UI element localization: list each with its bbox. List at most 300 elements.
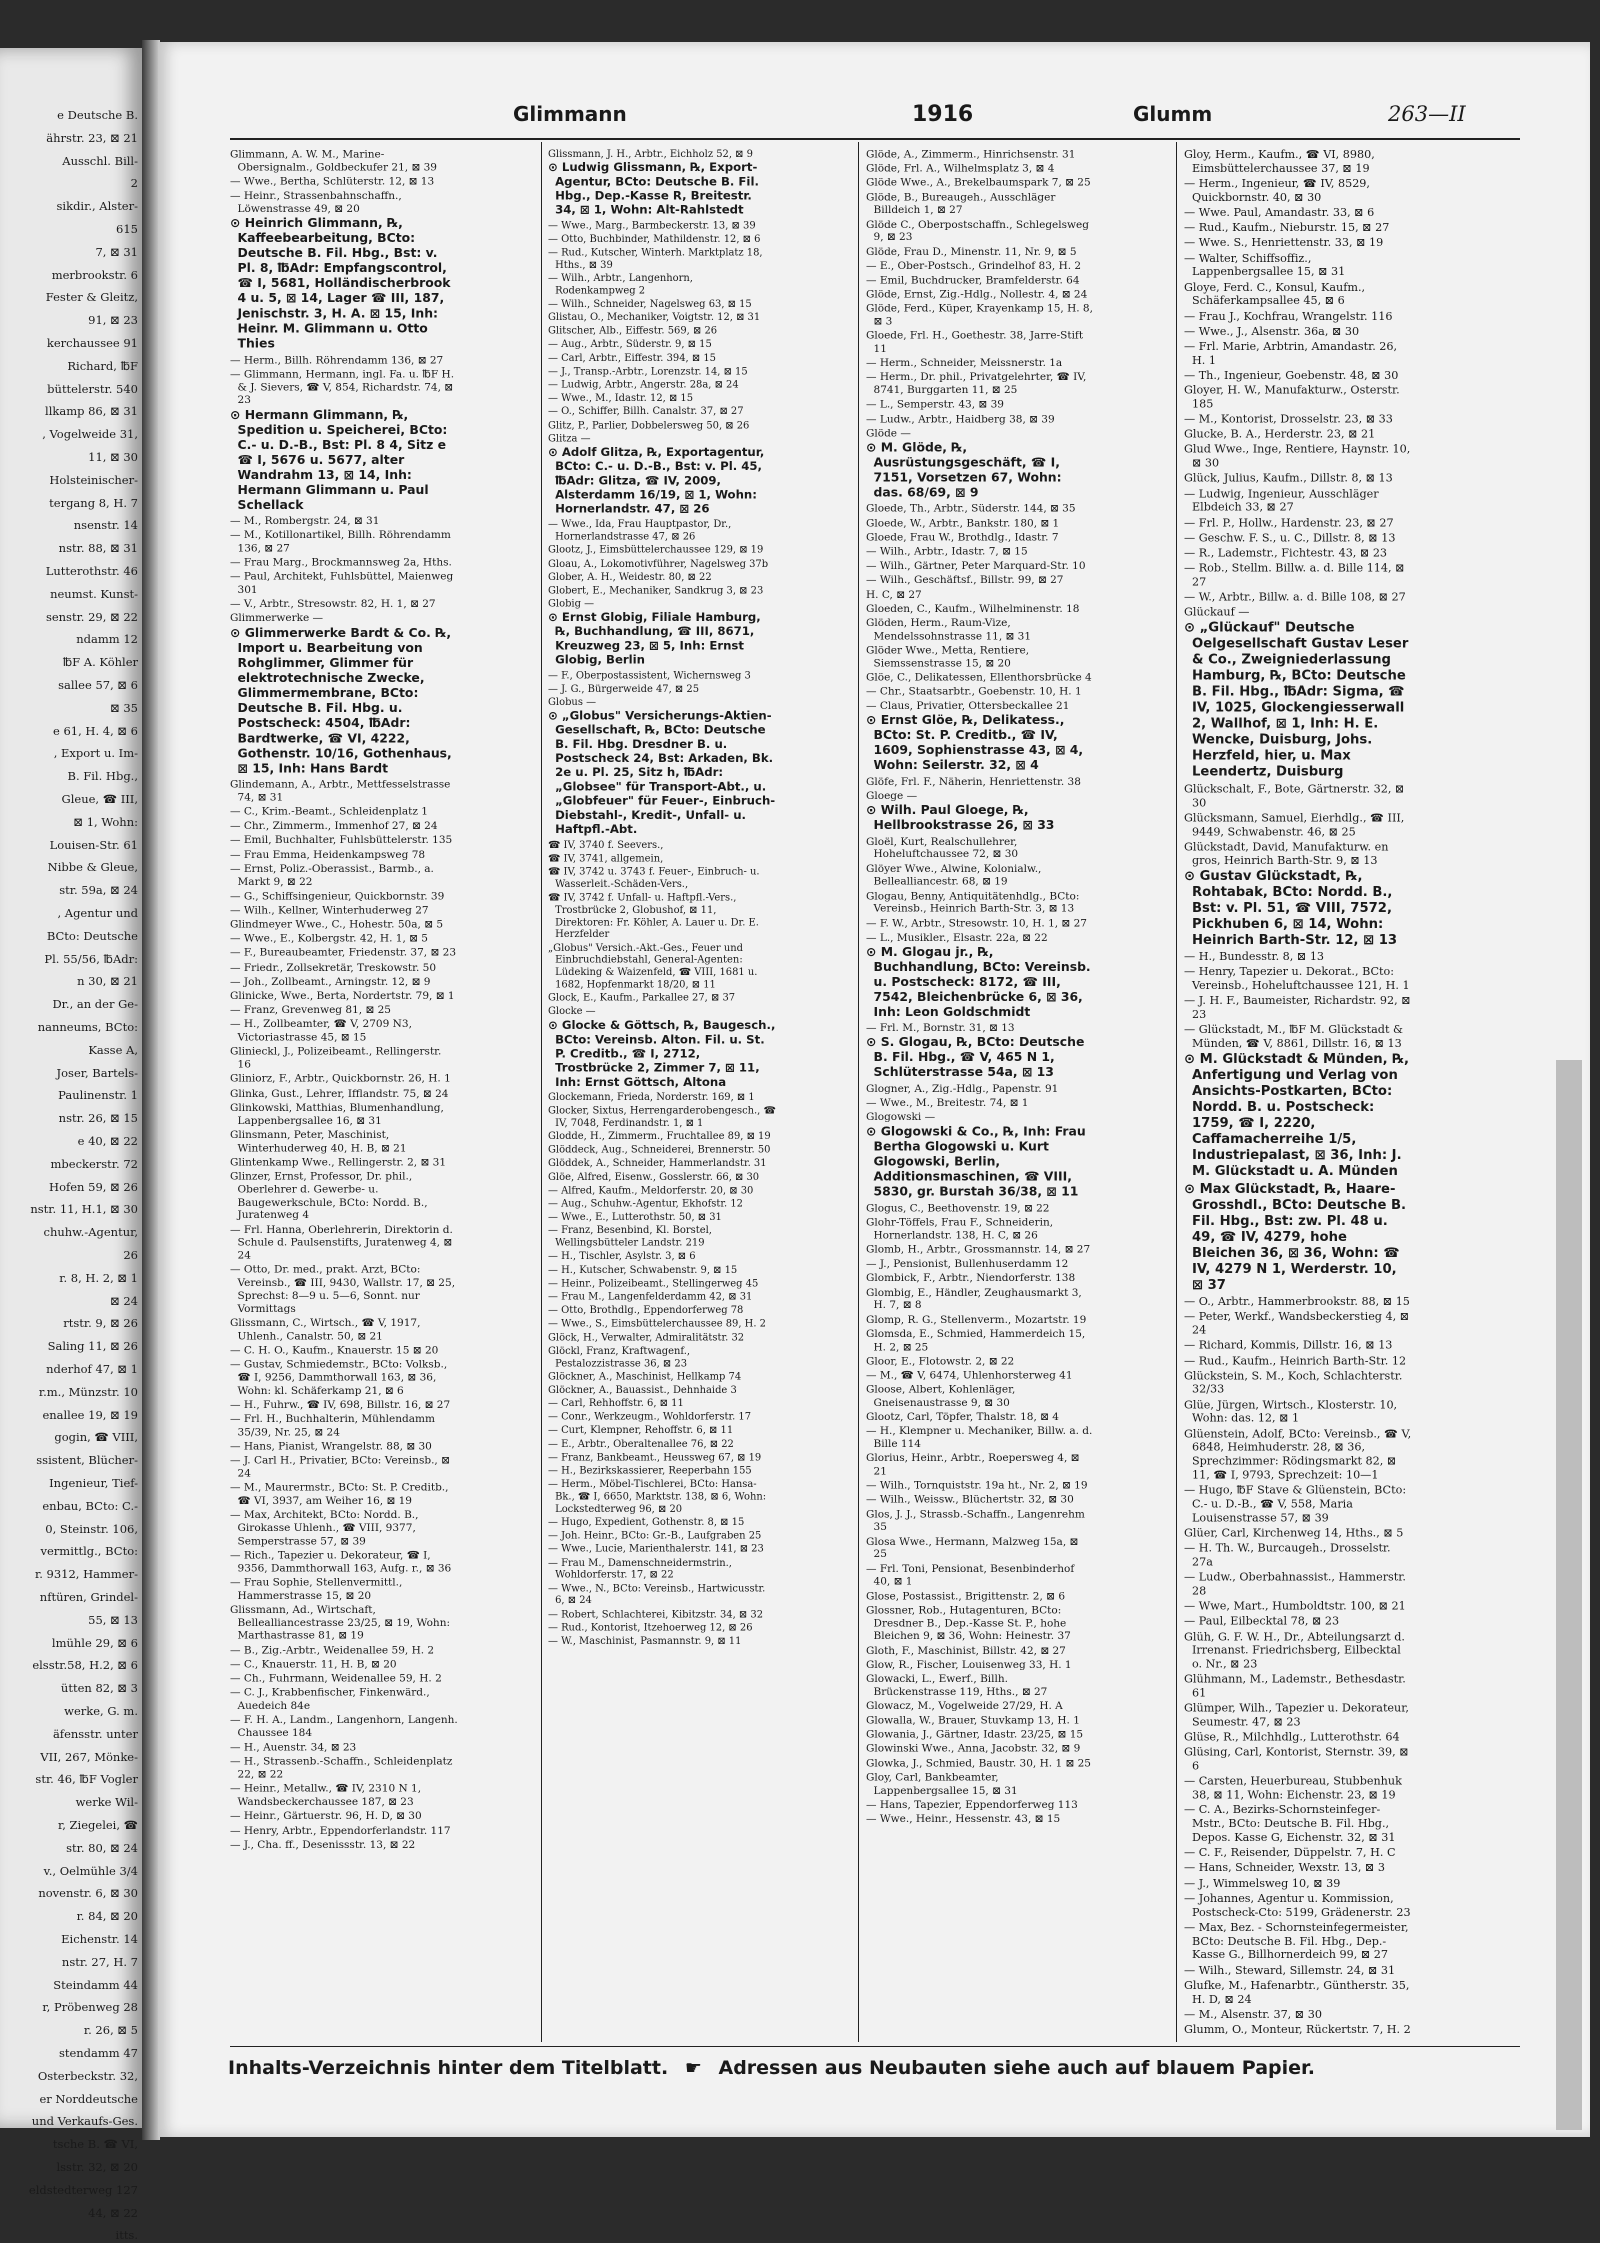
- directory-entry: — Wwe., N., BCto: Vereinsb., Hartwicusstr. 6, ⊠ 24: [548, 1582, 766, 1607]
- directory-entry: — M., Kontorist, Drosselstr. 23, ⊠ 33: [1184, 412, 1393, 426]
- directory-entry: — Otto, Brothdlg., Eppendorferweg 78: [548, 1304, 744, 1316]
- directory-entry: — Ludwig, Arbtr., Angerstr. 28a, ⊠ 24: [548, 378, 739, 391]
- directory-entry: Glose, Postassist., Brigittenstr. 2, ⊠ 6: [866, 1589, 1066, 1602]
- directory-entry: — H., Fuhrw., ☎ IV, 698, Billstr. 16, ⊠ 27: [230, 1398, 451, 1411]
- directory-entry: — M., ☎ V, 6474, Uhlenhorsterweg 41: [866, 1369, 1073, 1382]
- directory-entry: — Claus, Privatier, Ottersbeckallee 21: [866, 699, 1070, 712]
- directory-entry: Glissmann, C., Wirtsch., ☎ V, 1917, Uhlenh., Canalstr. 50, ⊠ 21: [230, 1316, 421, 1342]
- left-page-text-fragment: sikdir., Alster-: [56, 199, 138, 214]
- directory-entry: Globig —: [548, 597, 595, 610]
- left-page-text-fragment: 11, ⊠ 30: [88, 450, 138, 464]
- directory-entry: Glöe, C., Delikatessen, Ellenthorsbrücke 4: [866, 671, 1092, 684]
- directory-entry: — Heinr., Polizeibeamt., Stellingerweg 45: [548, 1277, 759, 1289]
- directory-entry: Glöckner, A., Bauassist., Dehnhaide 3: [548, 1383, 737, 1396]
- directory-entry: — Johannes, Agentur u. Kommission, Postscheck-Cto: 5199, Grädenerstr. 23: [1184, 1891, 1411, 1919]
- directory-entry: H. C, ⊠ 27: [866, 588, 922, 601]
- left-page-text-fragment: elsstr.58, H.2, ⊠ 6: [32, 1658, 138, 1673]
- directory-entry: — H., Klempner u. Mechaniker, Billw. a. d. Bille 114: [866, 1424, 1093, 1451]
- directory-entry: — Wwe., Heinr., Hessenstr. 43, ⊠ 15: [866, 1812, 1061, 1825]
- directory-entry: Gloege —: [866, 789, 918, 802]
- directory-entry: — H., Tischler, Asylstr. 3, ⊠ 6: [548, 1250, 696, 1262]
- left-page-text-fragment: ⊠ 1, Wohn:: [73, 814, 138, 829]
- directory-entry: — Wilh., Gärtner, Peter Marquard-Str. 10: [866, 559, 1086, 572]
- directory-entry: — Herm., Schneider, Meissnerstr. 1a: [866, 356, 1063, 369]
- directory-entry: — Frau M., Langenfelderdamm 42, ⊠ 31: [548, 1290, 753, 1303]
- left-page-text-fragment: sallee 57, ⊠ 6: [58, 678, 138, 692]
- directory-entry: — Wilh., Schneider, Nagelsweg 63, ⊠ 15: [548, 297, 752, 310]
- left-page-text-fragment: er Norddeutsche: [39, 2091, 138, 2106]
- directory-entry: Glückschalt, F., Bote, Gärtnerstr. 32, ⊠ 30: [1184, 782, 1405, 809]
- left-page-text-fragment: 91, ⊠ 23: [88, 313, 138, 328]
- directory-entry: Gloth, F., Maschinist, Billstr. 42, ⊠ 27: [866, 1643, 1066, 1657]
- directory-entry: Glinicke, Wwe., Berta, Nordertstr. 79, ⊠ 1: [230, 989, 455, 1002]
- directory-entry: — Ludw., Oberbahnassist., Hammerstr. 28: [1184, 1570, 1406, 1598]
- directory-entry: Glöde C., Oberpostschaffn., Schlegelsweg 9, ⊠ 23: [866, 218, 1089, 244]
- footer-rule: [230, 2046, 1520, 2047]
- left-page-text-fragment: nstr. 11, H.1, ⊠ 30: [30, 1202, 138, 1217]
- directory-entry: — Max, Architekt, BCto: Nordd. B., Girokasse Uhlenh., ☎ VIII, 9377, Semperstrasse 57, ⊠ 39: [230, 1508, 419, 1547]
- directory-entry: Glissmann, Ad., Wirtschaft, Bellealliancestrasse 23/25, ⊠ 19, Wohn: Marthastrasse 81, ⊠ 19: [230, 1603, 451, 1642]
- directory-entry: Glogau, Benny, Antiquitätenhdlg., BCto: Vereinsb., Heinrich Barth-Str. 3, ⊠ 13: [866, 889, 1080, 915]
- directory-entry: — Herm., Möbel-Tischlerei, BCto: Hansa-Bk., ☎ I, 6650, Marktstr. 138, ⊠ 6, Wohn: Lockstedterweg 96, ⊠ 20: [548, 1478, 767, 1515]
- left-page-text-fragment: rtstr. 9, ⊠ 26: [63, 1316, 138, 1331]
- directory-entry: — Wwe. Paul, Amandastr. 33, ⊠ 6: [1184, 205, 1375, 219]
- directory-entry: Glücksmann, Samuel, Eierhdlg., ☎ III, 9449, Schwabenstr. 46, ⊠ 25: [1184, 811, 1405, 838]
- directory-entry: Gliniorz, F., Arbtr., Quickbornstr. 26, H. 1: [230, 1072, 451, 1085]
- directory-entry: — Herm., Ingenieur, ☎ IV, 8529, Quickbornstr. 40, ⊠ 30: [1184, 176, 1370, 204]
- directory-entry: — Ch., Fuhrmann, Weidenallee 59, H. 2: [230, 1672, 442, 1685]
- left-page-text-fragment: Holsteinischer-: [49, 472, 138, 487]
- directory-entry: — Glimmann, Hermann, ingl. Fa. u. ℔F H. & J. Sievers, ☎ V, 854, Richardstr. 74, ⊠ 23: [230, 367, 455, 406]
- directory-entry: — O., Arbtr., Hammerbrookstr. 88, ⊠ 15: [1184, 1294, 1410, 1308]
- directory-entry: Glöder Wwe., Metta, Rentiere, Siemssenstrasse 15, ⊠ 20: [866, 643, 1030, 670]
- directory-entry: — Chr., Zimmerm., Immenhof 27, ⊠ 24: [230, 819, 438, 832]
- directory-entry: — J., Cha. ff., Desenissstr. 13, ⊠ 22: [230, 1838, 416, 1851]
- directory-entry: — Wilh., Kellner, Winterhuderweg 27: [230, 903, 429, 917]
- directory-entry: — Frl. M., Bornstr. 31, ⊠ 13: [866, 1021, 1015, 1035]
- directory-entry: Glucke, B. A., Herderstr. 23, ⊠ 21: [1184, 427, 1376, 441]
- page-footer: [228, 2057, 1315, 2079]
- left-page-text-fragment: 615: [116, 222, 138, 236]
- directory-entry: — Wwe. S., Henriettenstr. 33, ⊠ 19: [1184, 236, 1384, 250]
- firm-entry: ⊙ M. Glöde, ℞, Ausrüstungsgeschäft, ☎ I, 7151, Vorsetzen 67, Wohn: das. 68/69, ⊠ 9: [866, 441, 1062, 501]
- left-page-text-fragment: mbeckerstr. 72: [50, 1156, 138, 1171]
- left-page-text-fragment: und Verkaufs-Ges.: [31, 2114, 138, 2129]
- directory-entry: — Frau J., Kochfrau, Wrangelstr. 116: [1184, 309, 1393, 323]
- directory-entry: — Alfred, Kaufm., Meldorferstr. 20, ⊠ 30: [548, 1184, 754, 1196]
- directory-entry: Gloau, A., Lokomotivführer, Nagelsweg 37b: [548, 557, 769, 570]
- directory-entry: — Frl. Toni, Pensionat, Besenbinderhof 40, ⊠ 1: [866, 1562, 1075, 1588]
- directory-entry: — Wwe., E., Lutterothstr. 50, ⊠ 31: [548, 1211, 722, 1223]
- directory-entry: Glüsing, Carl, Kontorist, Sternstr. 39, ⊠ 6: [1184, 1745, 1409, 1773]
- directory-entry: Gloël, Kurt, Realschullehrer, Hoheluftchaussee 72, ⊠ 30: [866, 835, 1019, 861]
- firm-entry: ⊙ „Globus" Versicherungs-Aktien-Gesellschaft, ℞, BCto: Deutsche B. Fil. Hbg. Dresdner B. u. Postscheck 24, Bst: Arkaden, Bk. 2e u. Pl. 25, Sitz h, ℔Adr: „Globsee" für Transport-Abt., u. „Globfeuer" für Feuer-, Einbruch-Diebstahl-, Kredit-, Unfall- u. Haftpfl.-Abt.: [548, 709, 776, 837]
- directory-page: [158, 42, 1590, 2137]
- directory-entry: — G., Schiffsingenieur, Quickbornstr. 39: [230, 889, 445, 902]
- directory-entry: — W., Arbtr., Billw. a. d. Bille 108, ⊠ 27: [1184, 590, 1406, 604]
- left-page-text-fragment: Pl. 55/56, ℔Adr:: [44, 951, 138, 966]
- header-year: 1916: [912, 102, 974, 127]
- left-page-text-fragment: Paulinenstr. 1: [58, 1088, 138, 1103]
- directory-entry: — F. H. A., Landm., Langenhorn, Langenh. Chaussee 184: [230, 1713, 458, 1739]
- directory-entry: — F., Bureaubeamter, Friedenstr. 37, ⊠ 23: [230, 946, 457, 959]
- directory-entry: — Frau Marg., Brockmannsweg 2a, Hths.: [230, 556, 452, 569]
- directory-entry: — Glückstadt, M., ℔F M. Glückstadt & Münden, ☎ V, 8861, Dillstr. 16, ⊠ 13: [1184, 1023, 1403, 1051]
- directory-entry: Glöden, Herm., Raum-Vize, Mendelssohnstrasse 11, ⊠ 31: [866, 616, 1032, 642]
- left-page-text-fragment: ⊠ 24: [110, 1293, 138, 1308]
- directory-entry: — H., Strassenb.-Schaffn., Schleidenplatz 22, ⊠ 22: [230, 1755, 453, 1781]
- directory-entry: Glöe, Alfred, Eisenw., Gosslerstr. 66, ⊠ 30: [548, 1170, 760, 1183]
- left-page-text-fragment: n 30, ⊠ 21: [77, 974, 138, 989]
- directory-entry: — Emil, Buchdrucker, Bramfelderstr. 64: [866, 273, 1080, 286]
- left-page-fragment: [0, 48, 142, 2243]
- directory-entry: — Wilh., Arbtr., Langenhorn, Rodenkampweg 2: [548, 272, 693, 296]
- left-page-text-fragment: Joser, Bartels-: [56, 1065, 138, 1080]
- directory-entry: — Rud., Kutscher, Winterh. Marktplatz 18, Hths., ⊠ 39: [548, 246, 763, 271]
- directory-entry: Glocke —: [548, 1005, 596, 1017]
- directory-entry: Glogner, A., Zig.-Hdlg., Papenstr. 91: [866, 1082, 1059, 1095]
- directory-entry: — Wwe., J., Alsenstr. 36a, ⊠ 30: [1184, 324, 1360, 338]
- directory-entry: — Frau Sophie, Stellenvermittl., Hammerstrasse 15, ⊠ 20: [230, 1576, 403, 1602]
- directory-entry: — Wwe., M., Idastr. 12, ⊠ 15: [548, 392, 694, 404]
- directory-entry: — C. F., Reisender, Düppelstr. 7, H. C: [1184, 1846, 1396, 1860]
- directory-entry: Globert, E., Mechaniker, Sandkrug 3, ⊠ 23: [548, 584, 764, 597]
- directory-entry: Glitz, P., Parlier, Dobbelersweg 50, ⊠ 26: [548, 419, 750, 431]
- directory-entry: — H., Zollbeamter, ☎ V, 2709 N3, Victoriastrasse 45, ⊠ 15: [230, 1018, 412, 1044]
- directory-entry: Glöde, Ernst, Zig.-Hdlg., Nollestr. 4, ⊠ 24: [866, 288, 1088, 301]
- left-page-text-fragment: Dr., an der Ge-: [52, 997, 138, 1012]
- directory-entry: Glüh, G. F. W. H., Dr., Abteilungsarzt d. Irrenanst. Friedrichsberg, Eilbecktal o. Nr., ⊠ 23: [1184, 1629, 1405, 1671]
- directory-entry: — Curt, Klempner, Rehoffstr. 6, ⊠ 11: [548, 1424, 734, 1436]
- left-page-text-fragment: Eichenstr. 14: [61, 1932, 138, 1946]
- left-page-text-fragment: tergang 8, H. 7: [49, 495, 138, 510]
- firm-entry: ⊙ Max Glückstadt, ℞, Haare-Grosshdl., BCto: Deutsche B. Fil. Hbg., Bst: zw. Pl. 48 u. 49, ☎ IV, 4279, hohe Bleichen 36, ⊠ 36, Wohn: ☎ IV, 4279 N 1, Werderstr. 10, ⊠ 37: [1184, 1181, 1407, 1293]
- directory-entry: Glückauf —: [1184, 605, 1250, 619]
- left-page-text-fragment: ⊠ 35: [110, 700, 138, 715]
- page-header: [158, 102, 1590, 132]
- directory-entry: — J., Wimmelsweg 10, ⊠ 39: [1184, 1876, 1341, 1890]
- left-page-text-fragment: enallee 19, ⊠ 19: [42, 1407, 138, 1422]
- directory-entry: Glos, J. J., Strassb.-Schaffn., Langenrehm 35: [866, 1507, 1085, 1533]
- firm-entry: ⊙ Ernst Globig, Filiale Hamburg, ℞, Buchhandlung, ☎ III, 8671, Kreuzweg 23, ⊠ 5, Inh: Ernst Globig, Berlin: [548, 611, 761, 668]
- directory-entry: — Walter, Schiffsoffiz., Lappenbergsallee 15, ⊠ 31: [1184, 251, 1346, 279]
- column-divider: [1176, 142, 1177, 2042]
- directory-entry: Glöde Wwe., A., Brekelbaumspark 7, ⊠ 25: [866, 176, 1091, 189]
- left-page-text-fragment: werke Wil-: [75, 1795, 138, 1810]
- firm-entry: ⊙ S. Glogau, ℞, BCto: Deutsche B. Fil. Hbg., ☎ V, 465 N 1, Schlüterstrasse 54a, ⊠ 13: [866, 1036, 1085, 1081]
- directory-entry: — J. Carl H., Privatier, BCto: Vereinsb., ⊠ 24: [230, 1454, 450, 1480]
- directory-entry: — Hans, Pianist, Wrangelstr. 88, ⊠ 30: [230, 1439, 432, 1453]
- directory-entry: — H., Kutscher, Schwabenstr. 9, ⊠ 15: [548, 1263, 738, 1276]
- directory-entry: — Rud., Kontorist, Itzehoerweg 12, ⊠ 26: [548, 1621, 753, 1634]
- left-page-text-fragment: r. 8, H. 2, ⊠ 1: [59, 1270, 138, 1285]
- left-page-text-fragment: lsstr. 32, ⊠ 20: [56, 2160, 138, 2174]
- directory-entry: Glomp, R. G., Stellenverm., Mozartstr. 19: [866, 1313, 1087, 1326]
- directory-entry: — M., Kotillonartikel, Billh. Röhrendamm 136, ⊠ 27: [230, 528, 451, 555]
- directory-entry: — V., Arbtr., Stresowstr. 82, H. 1, ⊠ 27: [230, 597, 436, 610]
- directory-entry: — M., Maurermstr., BCto: St. P. Creditb., ☎ VI, 3937, am Weiher 16, ⊠ 19: [230, 1481, 449, 1507]
- directory-entry: — Conr., Werkzeugm., Wohldorferstr. 17: [548, 1410, 752, 1423]
- directory-entry: Glohr-Töffels, Frau F., Schneiderin, Hornerlandstr. 138, H. C, ⊠ 26: [866, 1216, 1054, 1242]
- directory-entry: Glistau, O., Mechaniker, Voigtstr. 12, ⊠ 31: [548, 311, 761, 323]
- left-page-text-fragment: r. 84, ⊠ 20: [76, 1909, 138, 1924]
- directory-entry: — Wwe, Mart., Humboldtstr. 100, ⊠ 21: [1184, 1599, 1406, 1613]
- left-page-text-fragment: B. Fil. Hbg.,: [67, 769, 138, 784]
- directory-entry: Glorius, Heinr., Arbtr., Roepersweg 4, ⊠ 21: [866, 1452, 1080, 1478]
- left-page-text-fragment: Osterbeckstr. 32,: [37, 2068, 138, 2083]
- left-page-text-fragment: nsenstr. 14: [73, 518, 138, 533]
- left-page-text-fragment: Hofen 59, ⊠ 26: [49, 1179, 138, 1194]
- directory-entry: — Ludw., Arbtr., Haidberg 38, ⊠ 39: [866, 412, 1055, 425]
- directory-entry: Glintenkamp Wwe., Rellingerstr. 2, ⊠ 31: [230, 1155, 447, 1168]
- left-page-text-fragment: 26: [123, 1248, 138, 1262]
- directory-column-1: [230, 148, 458, 1853]
- directory-entry: Glitscher, Alb., Eiffestr. 569, ⊠ 26: [548, 324, 718, 337]
- directory-entry: Glowacz, M., Vogelweide 27/29, H. A: [866, 1699, 1063, 1712]
- directory-entry: — Ludwig, Ingenieur, Ausschläger Elbdeich 33, ⊠ 27: [1184, 487, 1379, 514]
- directory-entry: Glindemann, A., Arbtr., Mettfesselstrasse 74, ⊠ 31: [230, 778, 451, 804]
- directory-entry: — E., Ober-Postsch., Grindelhof 83, H. 2: [866, 259, 1082, 272]
- left-page-text-fragment: r, Pröbenweg 28: [42, 2000, 138, 2015]
- directory-entry: — Wwe., Lucie, Marienthalerstr. 141, ⊠ 23: [548, 1543, 764, 1555]
- footer-index-note: Inhalts-Verzeichnis hinter dem Titelblatt.: [228, 2057, 669, 2079]
- directory-entry: Glinzer, Ernst, Professor, Dr. phil., Oberlehrer d. Gewerbe- u. Baugewerkschule, BCto: Nordd. B., Juratenweg 4: [230, 1170, 428, 1222]
- left-page-text-fragment: merbrookstr. 6: [51, 267, 138, 282]
- directory-entry: — J., Transp.-Arbtr., Lorenzstr. 14, ⊠ 15: [548, 365, 748, 377]
- directory-entry: — Franz, Besenbind, Kl. Borstel, Wellingsbütteler Landstr. 219: [548, 1224, 712, 1249]
- left-page-text-fragment: , Export u. Im-: [53, 746, 138, 761]
- directory-entry: Glossner, Rob., Hutagenturen, BCto: Dresdner B., Dep.-Kasse St. P., hohe Bleichen 9, ⊠ 36, Wohn: Heinestr. 37: [866, 1603, 1071, 1642]
- directory-entry: Glöde —: [866, 426, 911, 440]
- left-page-text-fragment: str. 59a, ⊠ 24: [59, 883, 138, 898]
- left-page-text-fragment: Kasse A,: [88, 1042, 138, 1057]
- directory-entry: — H., Auenstr. 34, ⊠ 23: [230, 1741, 357, 1754]
- directory-entry: — B., Zig.-Arbtr., Weidenallee 59, H. 2: [230, 1643, 435, 1656]
- directory-entry: — Frau M., Damenschneidermstrin., Wohldorferstr. 17, ⊠ 22: [548, 1556, 732, 1581]
- directory-entry: Glöde, B., Bureaugeh., Ausschläger Billdeich 1, ⊠ 27: [866, 190, 1056, 216]
- directory-entry: Glüe, Jürgen, Wirtsch., Klosterstr. 10, Wohn: das. 12, ⊠ 1: [1184, 1398, 1398, 1426]
- directory-entry: Glowinski Wwe., Anna, Jacobstr. 32, ⊠ 9: [866, 1742, 1081, 1755]
- left-page-text-fragment: v., Oelmühle 3/4: [43, 1863, 138, 1878]
- directory-entry: — F., Oberpostassistent, Wichernsweg 3: [548, 669, 751, 682]
- directory-entry: — Gustav, Schmiedemstr., BCto: Volksb., ☎ I, 9256, Dammthorwall 163, ⊠ 36, Wohn: kl. Schäferkamp 21, ⊠ 6: [230, 1358, 448, 1397]
- directory-entry: — C., Krim.-Beamt., Schleidenplatz 1: [230, 805, 428, 818]
- directory-entry: — C. A., Bezirks-Schornsteinfeger-Mstr., BCto: Deutsche B. Fil. Hbg., Depos. Kasse G, Eichenstr. 32, ⊠ 31: [1184, 1803, 1396, 1845]
- left-page-text-fragment: gogin, ☎ VIII,: [54, 1430, 138, 1445]
- column-divider: [541, 142, 542, 2042]
- directory-entry: — Otto, Dr. med., prakt. Arzt, BCto: Vereinsb., ☎ III, 9430, Wallstr. 17, ⊠ 25, Sprechst: 8—9 u. 5—6, Sonnt. nur Vormittags: [230, 1263, 456, 1315]
- directory-entry: — Rud., Kaufm., Heinrich Barth-Str. 12: [1184, 1354, 1407, 1368]
- directory-entry: — Emil, Buchhalter, Fuhlsbüttelerstr. 135: [230, 833, 453, 847]
- left-page-text-fragment: äfensstr. unter: [52, 1726, 138, 1741]
- directory-entry: — Heinr., Gärtuerstr. 96, H. D, ⊠ 30: [230, 1809, 422, 1823]
- directory-entry: — Hans, Schneider, Wexstr. 13, ⊠ 3: [1184, 1861, 1385, 1875]
- directory-entry: Glöddek, A., Schneider, Hammerlandstr. 31: [548, 1157, 767, 1169]
- directory-entry: — Ernst, Poliz.-Oberassist., Barmb., a. Markt 9, ⊠ 22: [230, 862, 434, 888]
- directory-entry: ☎ IV, 3742 u. 3743 f. Feuer-, Einbruch- u. Wasserleit.-Schäden-Vers.,: [548, 865, 760, 890]
- directory-entry: ☎ IV, 3742 f. Unfall- u. Haftpfl.-Vers., Trostbrücke 2, Globushof, ⊠ 11, Direktoren: Fr. Köhler, A. Lauer u. Dr. E. Herzfelder: [548, 891, 759, 940]
- left-page-text-fragment: Lutterothstr. 46: [45, 564, 138, 578]
- left-page-text-fragment: ütten 82, ⊠ 3: [60, 1681, 138, 1696]
- left-page-text-fragment: Saling 11, ⊠ 26: [47, 1339, 138, 1354]
- directory-entry: — Joh., Zollbeamt., Arningstr. 12, ⊠ 9: [230, 975, 431, 988]
- directory-entry: Glowka, J., Schmied, Baustr. 30, H. 1 ⊠ 25: [866, 1756, 1091, 1769]
- firm-entry: ⊙ Ludwig Glissmann, ℞, Export-Agentur, BCto: Deutsche B. Fil. Hbg., Dep.-Kasse R, Breitestr. 34, ⊠ 1, Wohn: Alt-Rahlstedt: [548, 161, 759, 218]
- directory-entry: — Wwe., S., Eimsbüttelerchaussee 89, H. 2: [548, 1317, 766, 1330]
- directory-entry: — E., Arbtr., Oberaltenallee 76, ⊠ 22: [548, 1437, 734, 1450]
- column-divider: [858, 142, 859, 2042]
- directory-entry: Gloeden, C., Kaufm., Wilhelminenstr. 18: [866, 602, 1080, 615]
- firm-entry: ⊙ M. Glogau jr., ℞, Buchhandlung, BCto: Vereinsb. u. Postscheck: 8172, ☎ III, 7542, Bleichenbrücke 6, ⊠ 36, Inh: Leon Goldschmidt: [866, 945, 1091, 1020]
- directory-entry: — Paul, Architekt, Fuhlsbüttel, Maienweg 301: [230, 570, 454, 596]
- directory-entry: Glitza —: [548, 432, 591, 445]
- directory-entry: — J., Pensionist, Bullenhuserdamm 12: [866, 1257, 1069, 1270]
- left-page-text-fragment: enbau, BCto: C.-: [42, 1498, 138, 1513]
- directory-entry: — Wwe., E., Kolbergstr. 42, H. 1, ⊠ 5: [230, 932, 429, 945]
- left-page-text-fragment: r.m., Münzstr. 10: [38, 1384, 138, 1399]
- left-page-text-fragment: ährstr. 23, ⊠ 21: [46, 130, 138, 145]
- directory-entry: Gloy, Carl, Bankbeamter, Lappenbergsallee 15, ⊠ 31: [866, 1771, 1018, 1797]
- directory-entry: — Henry, Arbtr., Eppendorferlandstr. 117: [230, 1824, 451, 1837]
- directory-entry: „Globus" Versich.-Akt.-Ges., Feuer und Einbruchdiebstahl, General-Agenten: Lüdeking & Waizenfeld, ☎ VIII, 1681 u. 1682, Hopfenmarkt 18/20, ⊠ 11: [548, 941, 758, 991]
- directory-entry: Glissmann, J. H., Arbtr., Eichholz 52, ⊠ 9: [548, 148, 753, 160]
- firm-entry: ⊙ Gustav Glückstadt, ℞, Rohtabak, BCto: Nordd. B., Bst: v. Pl. 51, ☎ VIII, 7572, Pickhuben 6, ⊠ 14, Wohn: Heinrich Barth-Str. 12, ⊠ 13: [1184, 869, 1398, 948]
- left-page-text-fragment: Nibbe & Gleue,: [47, 860, 138, 875]
- directory-entry: Glöddeck, Aug., Schneiderei, Brennerstr. 50: [548, 1143, 771, 1156]
- directory-entry: Glowacki, L., Ewerf., Billh. Brückenstrasse 119, Hths., ⊠ 27: [866, 1672, 1048, 1698]
- left-page-text-fragment: lmühle 29, ⊠ 6: [51, 1635, 138, 1650]
- directory-entry: Glindmeyer Wwe., C., Hohestr. 50a, ⊠ 5: [230, 918, 444, 931]
- left-page-text-fragment: nanneums, BCto:: [37, 1020, 138, 1034]
- directory-entry: Glow, R., Fischer, Louisenweg 33, H. 1: [866, 1658, 1072, 1671]
- directory-entry: — Wilh., Arbtr., Idastr. 7, ⊠ 15: [866, 545, 1028, 558]
- directory-entry: — Hugo, Expedient, Gothenstr. 8, ⊠ 15: [548, 1516, 745, 1528]
- left-page-text-fragment: 44, ⊠ 22: [88, 2205, 138, 2220]
- left-page-text-fragment: werke, G. m.: [64, 1704, 138, 1718]
- left-page-text-fragment: ssistent, Blücher-: [36, 1453, 138, 1468]
- directory-entry: Glöde, Frl. A., Wilhelmsplatz 3, ⊠ 4: [866, 162, 1055, 175]
- directory-entry: Glimmerwerke —: [230, 611, 324, 625]
- directory-entry: — W., Maschinist, Pasmannstr. 9, ⊠ 11: [548, 1635, 742, 1647]
- directory-entry: — Wwe., Marg., Barmbeckerstr. 13, ⊠ 39: [548, 219, 756, 232]
- directory-entry: — F. W., Arbtr., Stresowstr. 10, H. 1, ⊠ 27: [866, 916, 1087, 930]
- directory-entry: — O., Schiffer, Billh. Canalstr. 37, ⊠ 27: [548, 405, 744, 418]
- left-page-text-fragment: Steindamm 44: [53, 1977, 138, 1992]
- directory-entry: Glober, A. H., Weidestr. 80, ⊠ 22: [548, 571, 712, 583]
- firm-entry: ⊙ Glimmerwerke Bardt & Co. ℞, Import u. Bearbeitung von Rohglimmer, Glimmer für elektrotechnische Zwecke, Glimmermembrane, BCto: Deutsche B. Fil. Hbg. u. Postscheck: 4504, ℔Adr: Bardtwerke, ☎ VI, 4222, Gothenstr. 10/16, Gothenhaus, ⊠ 15, Inh: Hans Bardt: [230, 626, 452, 776]
- directory-entry: — M., Alsenstr. 37, ⊠ 30: [1184, 2007, 1322, 2021]
- directory-entry: Glöfe, Frl. F., Näherin, Henriettenstr. 38: [866, 775, 1081, 788]
- directory-entry: — H., Bezirkskassierer, Reeperbahn 155: [548, 1464, 752, 1477]
- directory-entry: — Frl. Marie, Arbtrin, Amandastr. 26, H. 1: [1184, 339, 1398, 367]
- left-page-text-fragment: stendamm 47: [58, 2046, 138, 2060]
- page-number: 263—II: [1388, 102, 1466, 126]
- left-page-text-fragment: nftüren, Grindel-: [39, 1590, 138, 1604]
- pointing-hand-icon: ☛: [684, 2057, 702, 2079]
- directory-entry: — J. H. F., Baumeister, Richardstr. 92, ⊠ 23: [1184, 994, 1411, 1022]
- directory-entry: Gloede, Frl. H., Goethestr. 38, Jarre-Stift 11: [866, 329, 1084, 355]
- directory-entry: — Carl, Rehhoffstr. 6, ⊠ 11: [548, 1397, 684, 1409]
- directory-entry: — C. H. O., Kaufm., Knauerstr. 15 ⊠ 20: [230, 1343, 439, 1357]
- left-page-text-fragment: VII, 267, Mönke-: [40, 1749, 138, 1764]
- left-page-text-fragment: llkamp 86, ⊠ 31: [45, 404, 138, 419]
- left-page-text-fragment: Fester & Gleitz,: [45, 290, 138, 305]
- directory-entry: Glüenstein, Adolf, BCto: Vereinsb., ☎ V, 6848, Heimhuderstr. 28, ⊠ 36, Sprechzimmer: Rödingsmarkt 82, ⊠ 11, ☎ I, 9793, Sprechzeit: 10—1: [1184, 1427, 1412, 1482]
- directory-entry: — Aug., Arbtr., Süderstr. 9, ⊠ 15: [548, 338, 712, 350]
- directory-entry: Glombick, F., Arbtr., Niendorferstr. 138: [866, 1271, 1076, 1285]
- directory-entry: Glümper, Wilh., Tapezier u. Dekorateur, Seumestr. 47, ⊠ 23: [1184, 1701, 1409, 1729]
- directory-entry: — Rob., Stellm. Billw. a. d. Bille 114, ⊠ 27: [1184, 561, 1405, 589]
- directory-entry: — Franz, Bankbeamt., Heussweg 67, ⊠ 19: [548, 1451, 762, 1463]
- directory-entry: Glöyer Wwe., Alwine, Kolonialw., Bellealliancestr. 68, ⊠ 19: [866, 862, 1042, 888]
- directory-entry: — Wwe., M., Breitestr. 74, ⊠ 1: [866, 1096, 1029, 1110]
- directory-entry: — Carl, Arbtr., Eiffestr. 394, ⊠ 15: [548, 351, 716, 364]
- left-page-text-fragment: str. 46, ℔F Vogler: [35, 1772, 138, 1787]
- directory-entry: Glockemann, Frieda, Norderstr. 169, ⊠ 1: [548, 1091, 755, 1103]
- left-page-text-fragment: r. 9312, Hammer-: [34, 1567, 138, 1582]
- directory-entry: — Herm., Dr. phil., Privatgelehrter, ☎ IV, 8741, Burggarten 11, ⊠ 25: [866, 371, 1087, 397]
- directory-entry: — L., Musikler., Elsastr. 22a, ⊠ 22: [866, 931, 1048, 944]
- directory-entry: Glosa Wwe., Hermann, Malzweg 15a, ⊠ 25: [866, 1535, 1079, 1561]
- directory-entry: — Th., Ingenieur, Goebenstr. 48, ⊠ 30: [1184, 368, 1399, 382]
- left-page-text-fragment: , Agentur und: [57, 906, 138, 920]
- left-page-text-fragment: Richard, ℔F: [67, 358, 138, 373]
- left-page-text-fragment: Ausschl. Bill-: [62, 153, 138, 168]
- directory-entry: — Frau Emma, Heidenkampsweg 78: [230, 848, 426, 861]
- directory-entry: Glück, Julius, Kaufm., Dillstr. 8, ⊠ 13: [1184, 472, 1393, 486]
- directory-column-4: [1184, 148, 1412, 2038]
- directory-entry: — Richard, Kommis, Dillstr. 16, ⊠ 13: [1184, 1339, 1393, 1353]
- left-page-text-fragment: e 61, H. 4, ⊠ 6: [53, 723, 138, 738]
- directory-entry: Glinkowski, Matthias, Blumenhandlung, Lappenbergsallee 16, ⊠ 31: [230, 1101, 444, 1127]
- directory-entry: — L., Semperstr. 43, ⊠ 39: [866, 398, 1004, 411]
- left-page-text-fragment: ℔F A. Köhler: [62, 655, 138, 670]
- directory-entry: — H. Th. W., Burcaugeh., Drosselstr. 27a: [1184, 1541, 1391, 1569]
- directory-entry: — Hugo, ℔F Stave & Glüenstein, BCto: C.- u. D.-B., ☎ V, 558, Maria Louisenstrasse 57, ⊠ 39: [1184, 1483, 1407, 1525]
- directory-entry: Glowalla, W., Brauer, Stuvkamp 13, H. 1: [866, 1713, 1080, 1727]
- left-page-text-fragment: 55, ⊠ 13: [88, 1612, 138, 1627]
- directory-entry: — Henry, Tapezier u. Dekorat., BCto: Vereinsb., Hoheluftchaussee 121, H. 1: [1184, 965, 1410, 993]
- directory-column-3: [866, 148, 1094, 1827]
- directory-entry: — Rud., Kaufm., Nieburstr. 15, ⊠ 27: [1184, 221, 1390, 235]
- directory-entry: — Rich., Tapezier u. Dekorateur, ☎ I, 9356, Dammthorwall 163, Aufg. r., ⊠ 36: [230, 1548, 452, 1575]
- directory-entry: Glock, E., Kaufm., Parkallee 27, ⊠ 37: [548, 991, 736, 1004]
- directory-entry: Glomb, H., Arbtr., Grossmannstr. 14, ⊠ 27: [866, 1243, 1091, 1256]
- directory-entry: Glimmann, A. W. M., Marine-Obersignalm., Goldbeckufer 21, ⊠ 39: [230, 148, 437, 174]
- directory-entry: — M., Rombergstr. 24, ⊠ 31: [230, 514, 380, 527]
- left-page-text-fragment: tsche B. ☎ VI,: [52, 2137, 138, 2152]
- directory-entry: ☎ IV, 3741, allgemein,: [548, 852, 664, 864]
- left-page-text-fragment: 0, Steinstr. 106,: [45, 1521, 138, 1536]
- directory-entry: Glöde, Ferd., Küper, Krayenkamp 15, H. 8, ⊠ 3: [866, 302, 1093, 328]
- firm-entry: ⊙ Adolf Glitza, ℞, Exportagentur, BCto: C.- u. D.-B., Bst: v. Pl. 45, ℔Adr: Glitza, ☎ IV, 2009, Alsterdamm 16/19, ⊠ 1, Wohn: Hornerlandstr. 47, ⊠ 26: [548, 446, 765, 517]
- left-page-text-fragment: str. 80, ⊠ 24: [66, 1840, 138, 1855]
- directory-entry: Gloor, E., Flotowstr. 2, ⊠ 22: [866, 1354, 1015, 1368]
- directory-entry: Glootz, J., Eimsbüttelerchaussee 129, ⊠ 19: [548, 544, 764, 556]
- directory-entry: — Joh. Heinr., BCto: Gr.-B., Laufgraben 25: [548, 1529, 762, 1542]
- directory-entry: — Wwe., Bertha, Schlüterstr. 12, ⊠ 13: [230, 175, 435, 188]
- directory-entry: — Herm., Billh. Röhrendamm 136, ⊠ 27: [230, 353, 444, 366]
- directory-entry: Glöckl, Franz, Kraftwagenf., Pestalozzistrasse 36, ⊠ 23: [548, 1344, 691, 1369]
- directory-entry: Gloede, Th., Arbtr., Süderstr. 144, ⊠ 35: [866, 502, 1076, 515]
- directory-entry: Glöde, A., Zimmerm., Hinrichsenstr. 31: [866, 148, 1076, 161]
- directory-entry: Glüse, R., Milchhdlg., Lutterothstr. 64: [1184, 1730, 1400, 1744]
- directory-entry: — Otto, Buchbinder, Mathildenstr. 12, ⊠ 6: [548, 232, 761, 245]
- left-page-text-fragment: vermittlg., BCto:: [40, 1544, 138, 1559]
- left-page-text-fragment: nstr. 26, ⊠ 15: [58, 1111, 138, 1126]
- directory-column-2: [548, 148, 776, 1649]
- directory-entry: Glöck, H., Verwalter, Admiralitätstr. 32: [548, 1331, 745, 1343]
